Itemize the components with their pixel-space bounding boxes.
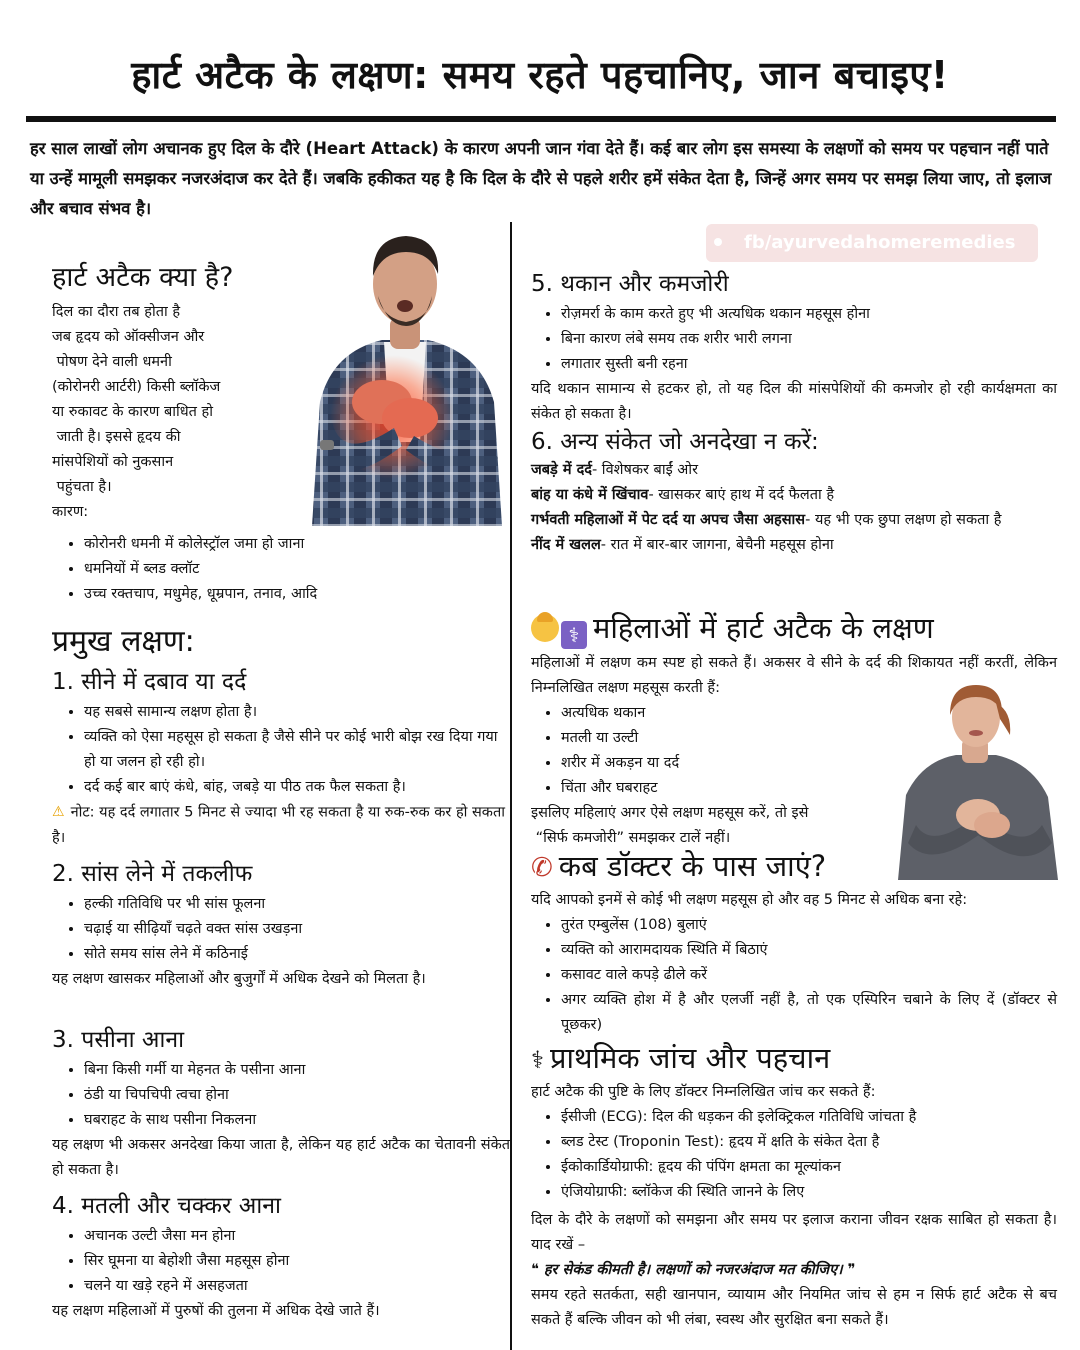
medical-symbol-icon: ⚕ — [561, 621, 587, 649]
list-item: • तुरंत एम्बुलेंस (108) बुलाएं — [561, 913, 1057, 938]
list-item: • कसावट वाले कपड़े ढीले करें — [561, 963, 1057, 988]
what-is-heading: हार्ट अटैक क्या है? — [52, 262, 234, 293]
list-item: • दर्द कई बार बाएं कंधे, बांह, जबड़े या पीठ तक फैल सकता है। — [84, 775, 510, 800]
symptom-2-list — [52, 892, 510, 967]
other-sign-bold: बांह या कंधे में खिंचाव — [531, 487, 649, 503]
causes-list — [52, 532, 507, 607]
closing-quote: ❝ हर सेकंड कीमती है। लक्षणों को नजरअंदाज मत कीजिए। ❞ — [531, 1262, 856, 1278]
list-item: • बिना कारण लंबे समय तक शरीर भारी लगना — [561, 327, 1057, 352]
list-item: • कोरोनरी धमनी में कोलेस्ट्रॉल जमा हो जाना — [84, 532, 507, 557]
main-symptoms-heading: प्रमुख लक्षण: — [52, 624, 195, 659]
symptom-1-list — [52, 700, 510, 800]
fb-tag — [706, 224, 1038, 262]
what-line: पहुंचता है। — [52, 479, 112, 495]
list-item: • सिर घूमना या बेहोशी जैसा महसूस होना — [84, 1249, 510, 1274]
symptom-6-heading: 6. अन्य संकेत जो अनदेखा न करें: — [531, 429, 819, 455]
symptom-4-list — [52, 1224, 510, 1299]
fb-tag-text: fb/ayurvedahomeremedies — [744, 232, 1016, 253]
list-item: • चिंता और घबराहट — [561, 776, 1057, 801]
causes-label: कारण: — [52, 504, 89, 520]
symptom-1-section — [52, 666, 510, 851]
symptom-6-section — [531, 426, 1057, 558]
symptom-2-heading: 2. सांस लेने में तकलीफ — [52, 861, 253, 887]
doctor-heading-row — [531, 846, 1057, 888]
tests-section — [531, 1038, 1057, 1205]
symptom-5-section — [531, 268, 1057, 427]
bullet-dot-icon — [714, 238, 722, 246]
doctor-heading: कब डॉक्टर के पास जाएं? — [558, 849, 827, 883]
other-sign-row — [531, 458, 1057, 483]
other-sign-row — [531, 483, 1057, 508]
list-item: • मतली या उल्टी — [561, 726, 1057, 751]
other-sign-bold: नींद में खलल — [531, 537, 601, 553]
list-item: • बिना किसी गर्मी या मेहनत के पसीना आना — [84, 1058, 510, 1083]
man-chest-pain-photo — [302, 222, 508, 526]
list-item: • धमनियों में ब्लड क्लॉट — [84, 557, 507, 582]
symptom-5-after: यदि थकान सामान्य से हटकर हो, तो यह दिल की मांसपेशियों की कमजोर हो रही कार्यक्षमता का संकेत हो सकता है। — [531, 381, 1057, 422]
symptom-1-note: नोट: यह दर्द लगातार 5 मिनट से ज्यादा भी रह सकता है या रुक-रुक कर हो सकता है। — [52, 804, 505, 846]
main-symptoms — [52, 622, 507, 662]
list-item: • चढ़ाई या सीढ़ियाँ चढ़ते वक्त सांस उखड़ना — [84, 917, 510, 942]
list-item: • हल्की गतिविधि पर भी सांस फूलना — [84, 892, 510, 917]
symptom-3-after: यह लक्षण भी अकसर अनदेखा किया जाता है, लेकिन यह हार्ट अटैक का चेतावनी संकेत हो सकता है। — [52, 1137, 510, 1178]
list-item: • अचानक उल्टी जैसा मन होना — [84, 1224, 510, 1249]
list-item: • ईसीजी (ECG): दिल की धड़कन की इलेक्ट्रिकल गतिविधि जांचता है — [561, 1105, 1057, 1130]
list-item: • ठंडी या चिपचिपी त्वचा होना — [84, 1083, 510, 1108]
what-line: मांसपेशियों को नुकसान — [52, 454, 174, 470]
symptom-5-list — [531, 302, 1057, 377]
warning-icon: ⚠ — [52, 804, 65, 820]
what-is-section — [52, 258, 307, 525]
list-item: • व्यक्ति को ऐसा महसूस हो सकता है जैसे सीने पर कोई भारी बोझ रख दिया गया हो या जलन हो रही हो। — [84, 725, 510, 775]
what-line: जब हृदय को ऑक्सीजन और — [52, 329, 205, 345]
phone-icon: ✆ — [531, 853, 553, 883]
other-sign-bold: गर्भवती महिलाओं में पेट दर्द या अपच जैसा अहसास — [531, 512, 806, 528]
list-item: • एंजियोग्राफी: ब्लॉकेज की स्थिति जानने के लिए — [561, 1180, 1057, 1205]
other-sign-row — [531, 533, 1057, 558]
symptom-3-list — [52, 1058, 510, 1133]
list-item: • ब्लड टेस्ट (Troponin Test): हृदय में क्षति के संकेत देता है — [561, 1130, 1057, 1155]
list-item: • व्यक्ति को आरामदायक स्थिति में बिठाएं — [561, 938, 1057, 963]
women-section — [531, 608, 1057, 851]
column-divider — [510, 222, 512, 1350]
doctor-list — [531, 913, 1057, 1038]
symptom-4-heading: 4. मतली और चक्कर आना — [52, 1193, 281, 1219]
list-item: • शरीर में अकड़न या दर्द — [561, 751, 1057, 776]
list-item: • ईकोकार्डियोग्राफी: हृदय की पंपिंग क्षमता का मूल्यांकन — [561, 1155, 1057, 1180]
women-list — [531, 701, 1057, 801]
what-line: पोषण देने वाली धमनी — [52, 354, 172, 370]
closing-paragraph-2: समय रहते सतर्कता, सही खानपान, व्यायाम और नियमित जांच से हम न सिर्फ हार्ट अटैक से बच सकते हैं बल्कि जीवन को भी लंबा, स्वस्थ और सुरक्षित बना सकते हैं। — [531, 1287, 1057, 1328]
what-line: दिल का दौरा तब होता है — [52, 304, 181, 320]
symptom-4-section — [52, 1190, 510, 1324]
other-sign-text: - यह भी एक छुपा लक्षण हो सकता है — [805, 512, 1002, 528]
tests-heading-row — [531, 1038, 1057, 1080]
doctor-intro: यदि आपको इनमें से कोई भी लक्षण महसूस हो और वह 5 मिनट से अधिक बना रहे: — [531, 892, 968, 908]
list-item: • लगातार सुस्ती बनी रहना — [561, 352, 1057, 377]
tests-heading: प्राथमिक जांच और पहचान — [549, 1041, 831, 1075]
women-after-line: “सिर्फ कमजोरी” समझकर टालें नहीं। — [531, 830, 731, 846]
closing-paragraph: दिल के दौरे के लक्षणों को समझना और समय पर इलाज कराना जीवन रक्षक साबित हो सकता है। याद रखें – — [531, 1212, 1057, 1253]
man-illustration-icon — [302, 222, 508, 526]
tests-intro: हार्ट अटैक की पुष्टि के लिए डॉक्टर निम्नलिखित जांच कर सकते हैं: — [531, 1084, 876, 1100]
list-item: • अत्यधिक थकान — [561, 701, 1057, 726]
causes-section — [52, 532, 507, 607]
title-rule — [26, 116, 1056, 122]
list-item: • चलने या खड़े रहने में असहजता — [84, 1274, 510, 1299]
women-intro: महिलाओं में लक्षण कम स्पष्ट हो सकते हैं। अकसर वे सीने के दर्द की शिकायत नहीं करतीं, लेकिन निम्नलिखित लक्षण महसूस करती हैं: — [531, 655, 1057, 696]
women-heading-row — [531, 608, 1057, 649]
what-line: या रुकावट के कारण बाधित हो — [52, 404, 214, 420]
symptom-5-heading: 5. थकान और कमजोरी — [531, 271, 729, 297]
other-sign-text: - खासकर बाएं हाथ में दर्द फैलता है — [648, 487, 835, 503]
other-sign-bold: जबड़े में दर्द — [531, 462, 592, 478]
doctor-section — [531, 846, 1057, 1038]
tests-list — [531, 1105, 1057, 1205]
woman-icon — [531, 614, 559, 642]
list-item: • सोते समय सांस लेने में कठिनाई — [84, 942, 510, 967]
symptom-1-heading: 1. सीने में दबाव या दर्द — [52, 669, 247, 695]
other-sign-text: - रात में बार-बार जागना, बेचैनी महसूस होना — [600, 537, 834, 553]
symptom-2-section — [52, 858, 510, 992]
symptom-2-after: यह लक्षण खासकर महिलाओं और बुजुर्गों में अधिक देखने को मिलता है। — [52, 971, 426, 987]
page-title: हार्ट अटैक के लक्षण: समय रहते पहचानिए, जान बचाइए! — [131, 53, 949, 97]
symptom-3-section — [52, 1024, 510, 1183]
list-item: • यह सबसे सामान्य लक्षण होता है। — [84, 700, 510, 725]
women-after-line: इसलिए महिलाएं अगर ऐसे लक्षण महसूस करें, तो इसे — [531, 805, 809, 821]
stethoscope-icon: ⚕ — [531, 1046, 544, 1074]
list-item: • घबराहट के साथ पसीना निकलना — [84, 1108, 510, 1133]
women-heading: महिलाओं में हार्ट अटैक के लक्षण — [593, 611, 934, 645]
other-sign-text: - विशेषकर बाईं ओर — [591, 462, 699, 478]
other-sign-row — [531, 508, 1057, 533]
closing-section — [531, 1208, 1057, 1333]
list-item: • रोज़मर्रा के काम करते हुए भी अत्यधिक थकान महसूस होना — [561, 302, 1057, 327]
symptom-4-after: यह लक्षण महिलाओं में पुरुषों की तुलना में अधिक देखे जाते हैं। — [52, 1303, 380, 1319]
intro-paragraph: हर साल लाखों लोग अचानक हुए दिल के दौरे (Heart Attack) के कारण अपनी जान गंवा देते हैं। कई बार लोग इस समस्या के लक्षणों को समय पर पहचान नहीं पाते या उन्हें मामूली समझकर नजरअंदाज कर देते हैं। जबकि हकीकत यह है कि दिल के दौरे से पहले शरीर हमें संकेत देता है, जिन्हें अगर समय पर समझ लिया जाए, तो इलाज और बचाव संभव है। — [30, 139, 1052, 218]
list-item: • उच्च रक्तचाप, मधुमेह, धूम्रपान, तनाव, आदि — [84, 582, 507, 607]
symptom-3-heading: 3. पसीना आना — [52, 1027, 185, 1053]
what-line: (कोरोनरी आर्टरी) किसी ब्लॉकेज — [52, 379, 221, 395]
list-item: • अगर व्यक्ति होश में है और एलर्जी नहीं है, तो एक एस्पिरिन चबाने के लिए दें (डॉक्टर से पूछकर) — [561, 988, 1057, 1038]
what-line: जाती है। इससे हृदय की — [52, 429, 181, 445]
